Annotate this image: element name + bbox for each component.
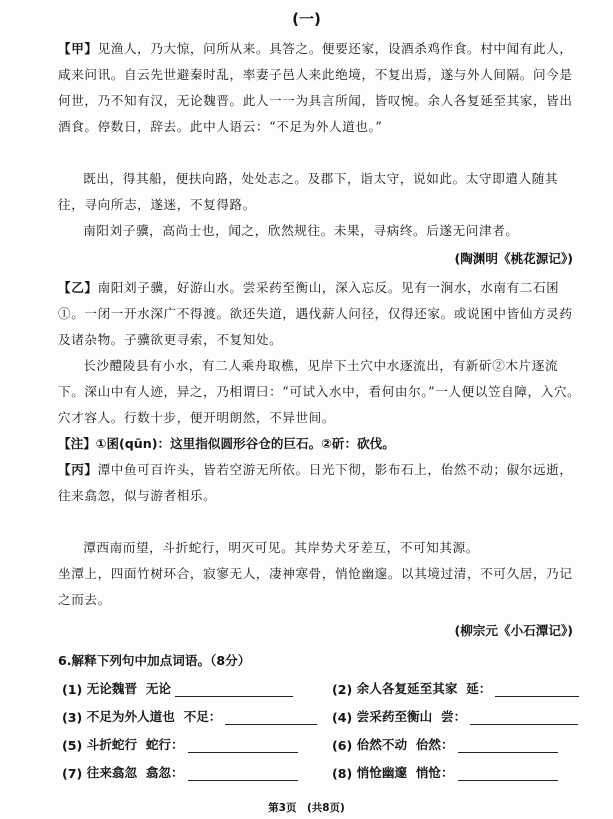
answer-blank-2[interactable] xyxy=(495,682,579,697)
item-sentence: 斗折蛇行 xyxy=(86,737,138,752)
item-sentence: 佁然不动 xyxy=(356,737,408,752)
item-word: 无论 xyxy=(145,681,172,696)
item-sentence: 不足为外人道也 xyxy=(86,709,175,724)
passage-bing-label: 【丙】 xyxy=(58,462,98,477)
item-word: 尝： xyxy=(441,709,467,724)
item-sentence: 无论魏晋 xyxy=(86,681,138,696)
item-word: 不足： xyxy=(183,709,222,724)
item-number: (6) xyxy=(332,738,353,753)
answer-blank-7[interactable] xyxy=(188,766,298,781)
passage-jia-label: 【甲】 xyxy=(58,41,98,56)
answer-blank-4[interactable] xyxy=(470,710,578,725)
item-sentence: 往来翕忽 xyxy=(86,765,138,780)
item-number: (2) xyxy=(332,682,353,697)
passage-jia-p1-text: 见渔人，乃大惊，问所从来。具答之。便要还家，设酒杀鸡作食。村中闻有此人，咸来问讯。自云先世避秦时乱，率妻子邑人来此绝境，不复出焉，遂与外人间隔。问今是何世，乃不知有汉，无论魏晋。此人一一为具言所闻，皆叹惋。余人各复延至其家，皆出酒食。停数日，辞去。此中人语云：“不足为外人道也。” xyxy=(58,41,573,134)
item-word: 蛇行： xyxy=(145,737,184,752)
answer-blank-3[interactable] xyxy=(225,710,317,725)
item-number: (5) xyxy=(62,738,83,753)
passage-yi-label: 【乙】 xyxy=(58,280,98,295)
question-6-title: 6.解释下列句中加点词语。（8分） xyxy=(58,653,251,668)
passage-jia-p3: 南阳刘子骥，高尚士也，闻之，欣然规往。未果，寻病终。后遂无问津者。 xyxy=(83,223,519,238)
item-number: (1) xyxy=(62,682,83,697)
answer-blank-1[interactable] xyxy=(175,682,293,697)
item-sentence: 悄怆幽邃 xyxy=(356,765,408,780)
question-item-5 xyxy=(62,734,298,753)
question-item-1 xyxy=(62,678,293,697)
section-title: (一) xyxy=(292,10,321,28)
question-item-7 xyxy=(62,762,298,781)
item-sentence: 余人各复延至其家 xyxy=(356,681,458,696)
item-word: 佁然： xyxy=(415,737,454,752)
question-item-8 xyxy=(332,762,558,781)
annotation-note: 【注】①囷(qūn)：这里指似圆形谷仓的巨石。②斫：砍伐。 xyxy=(58,436,395,451)
item-number: (8) xyxy=(332,766,353,781)
answer-blank-6[interactable] xyxy=(458,738,558,753)
item-word: 延： xyxy=(466,681,492,696)
page-footer: 第3页 (共8页) xyxy=(268,802,345,814)
passage-bing-p2: 潭西南而望，斗折蛇行，明灭可见。其岸势犬牙差互，不可知其源。 xyxy=(83,540,479,555)
question-item-6 xyxy=(332,734,558,753)
passage-yi-p2: 长沙醴陵县有小水，有二人乘舟取樵，见岸下土穴中水逐流出，有新斫②木片逐流下。深山中有人迹，异之，乃相谓曰：“可试入水中，看何由尔。”一人便以笠自障，入穴。穴才容人。行数十步，便开明朗然，不异世间。 xyxy=(58,358,581,425)
passage-jia-p1 xyxy=(58,36,582,140)
passage-bing-p1 xyxy=(58,457,582,509)
item-word: 悄怆： xyxy=(415,765,454,780)
question-item-4 xyxy=(332,706,578,725)
passage-jia-source: (陶渊明《桃花源记》) xyxy=(454,251,573,266)
item-sentence: 尝采药至衡山 xyxy=(356,709,433,724)
passage-yi-p1 xyxy=(58,275,582,353)
item-number: (3) xyxy=(62,710,83,725)
passage-jia-p2: 既出，得其船，便扶向路，处处志之。及郡下，诣太守，说如此。太守即遣人随其往，寻向所志，遂迷，不复得路。 xyxy=(58,171,559,212)
answer-blank-8[interactable] xyxy=(458,766,558,781)
answer-blank-5[interactable] xyxy=(188,738,298,753)
item-number: (7) xyxy=(62,766,83,781)
item-number: (4) xyxy=(332,710,353,725)
passage-bing-source: (柳宗元《小石潭记》) xyxy=(454,623,573,638)
item-word: 翕忽： xyxy=(145,765,184,780)
passage-bing-p3: 坐潭上，四面竹树环合，寂寥无人，凄神寒骨，悄怆幽邃。以其境过清，不可久居，乃记之而去。 xyxy=(58,566,573,607)
passage-yi-p1-text: 南阳刘子骥，好游山水。尝采药至衡山，深入忘反。见有一涧水，水南有二石囷①。一闭一开水深广不得渡。欲还失道，遇伐薪人问径，仅得还家。或说囷中皆仙方灵药及诸杂物。子骥欲更寻索，不复知处。 xyxy=(58,280,573,347)
question-item-3 xyxy=(62,706,317,725)
passage-bing-p1-text: 潭中鱼可百许头，皆若空游无所依。日光下彻，影布石上，佁然不动；俶尔远逝，往来翕忽，似与游者相乐。 xyxy=(58,462,573,503)
question-item-2 xyxy=(332,678,579,697)
